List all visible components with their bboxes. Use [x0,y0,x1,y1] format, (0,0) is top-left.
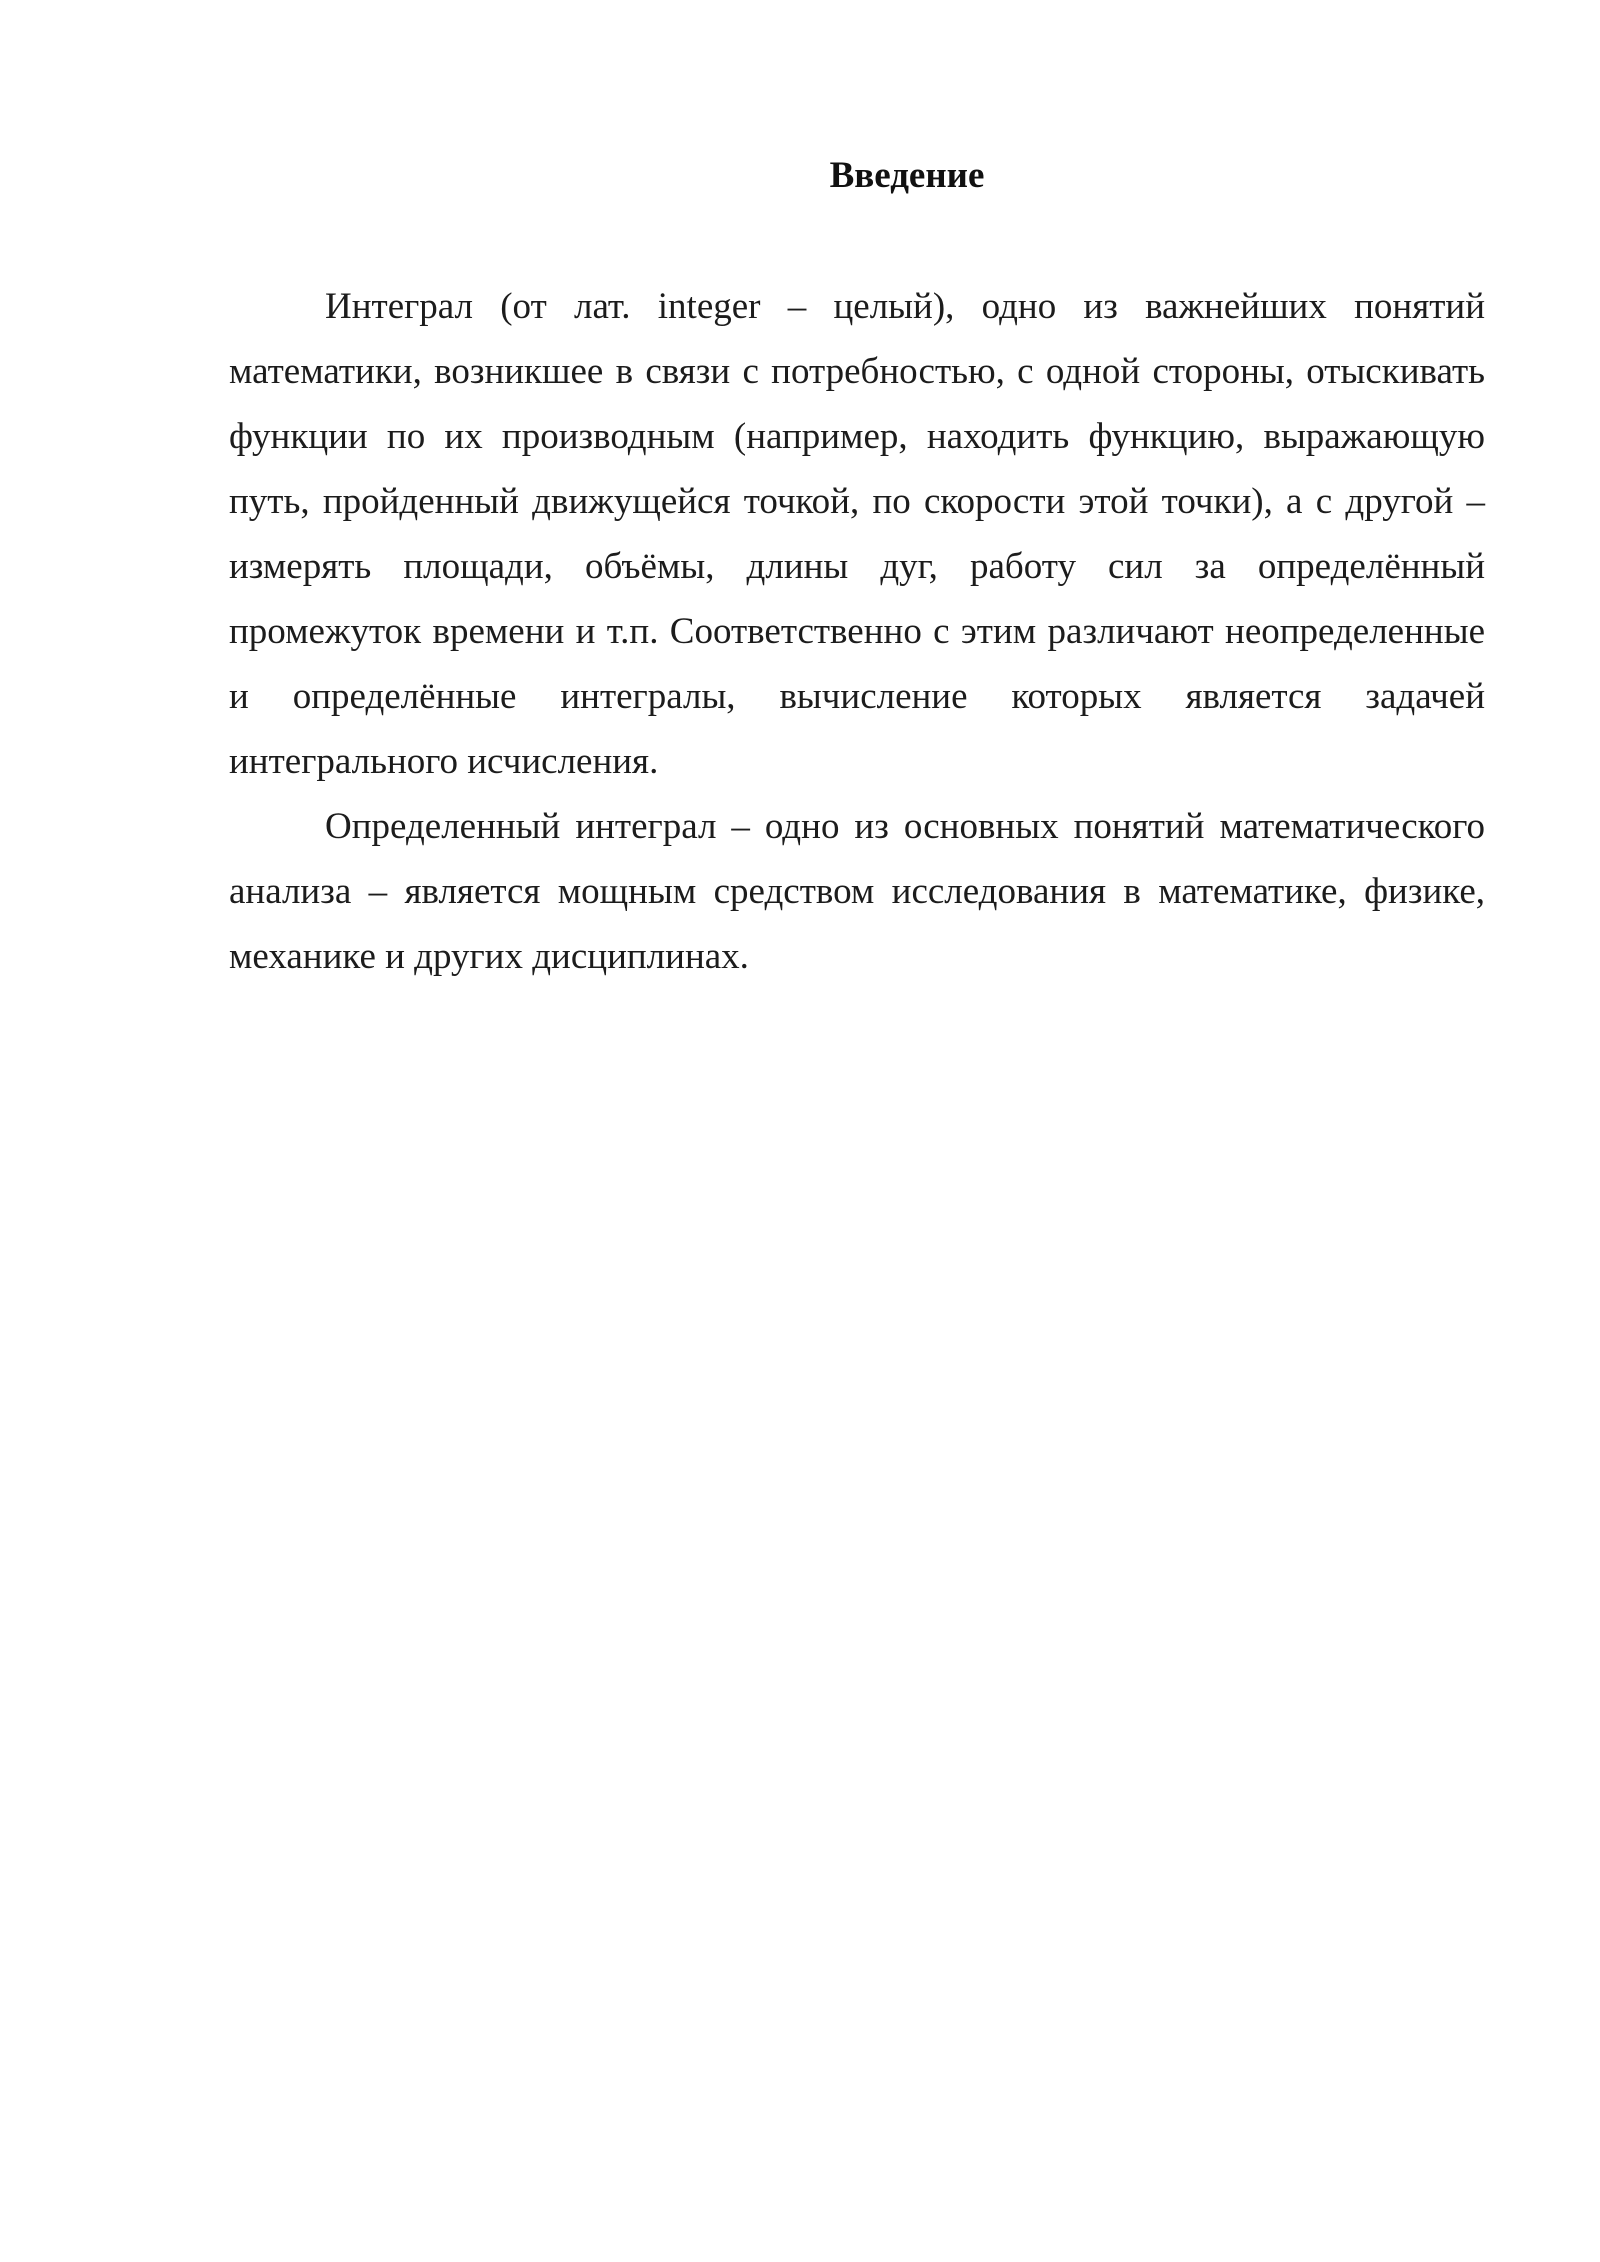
body-text [229,274,1485,989]
page-title: Введение [829,155,985,196]
paragraph-1: Интеграл (от лат. integer – целый), одно из важнейших понятий математики, возникшее в связи с потребностью, с одной стороны, отыскивать функции по их производным (например, находить функцию, выражающую путь, пройденный движущейся точкой, по скорости этой точки), а с другой – измерять площади, объёмы, длины дуг, работу сил за определённый промежуток времени и т.п. Соответственно с этим различают неопределенные и определённые интегралы, вычисление которых является задачей интегрального исчисления. [229,286,1485,782]
document-content [229,146,1485,989]
paragraph-2: Определенный интеграл – одно из основных понятий математического анализа – является мощным средством исследования в математике, физике, механике и других дисциплинах. [229,806,1485,977]
